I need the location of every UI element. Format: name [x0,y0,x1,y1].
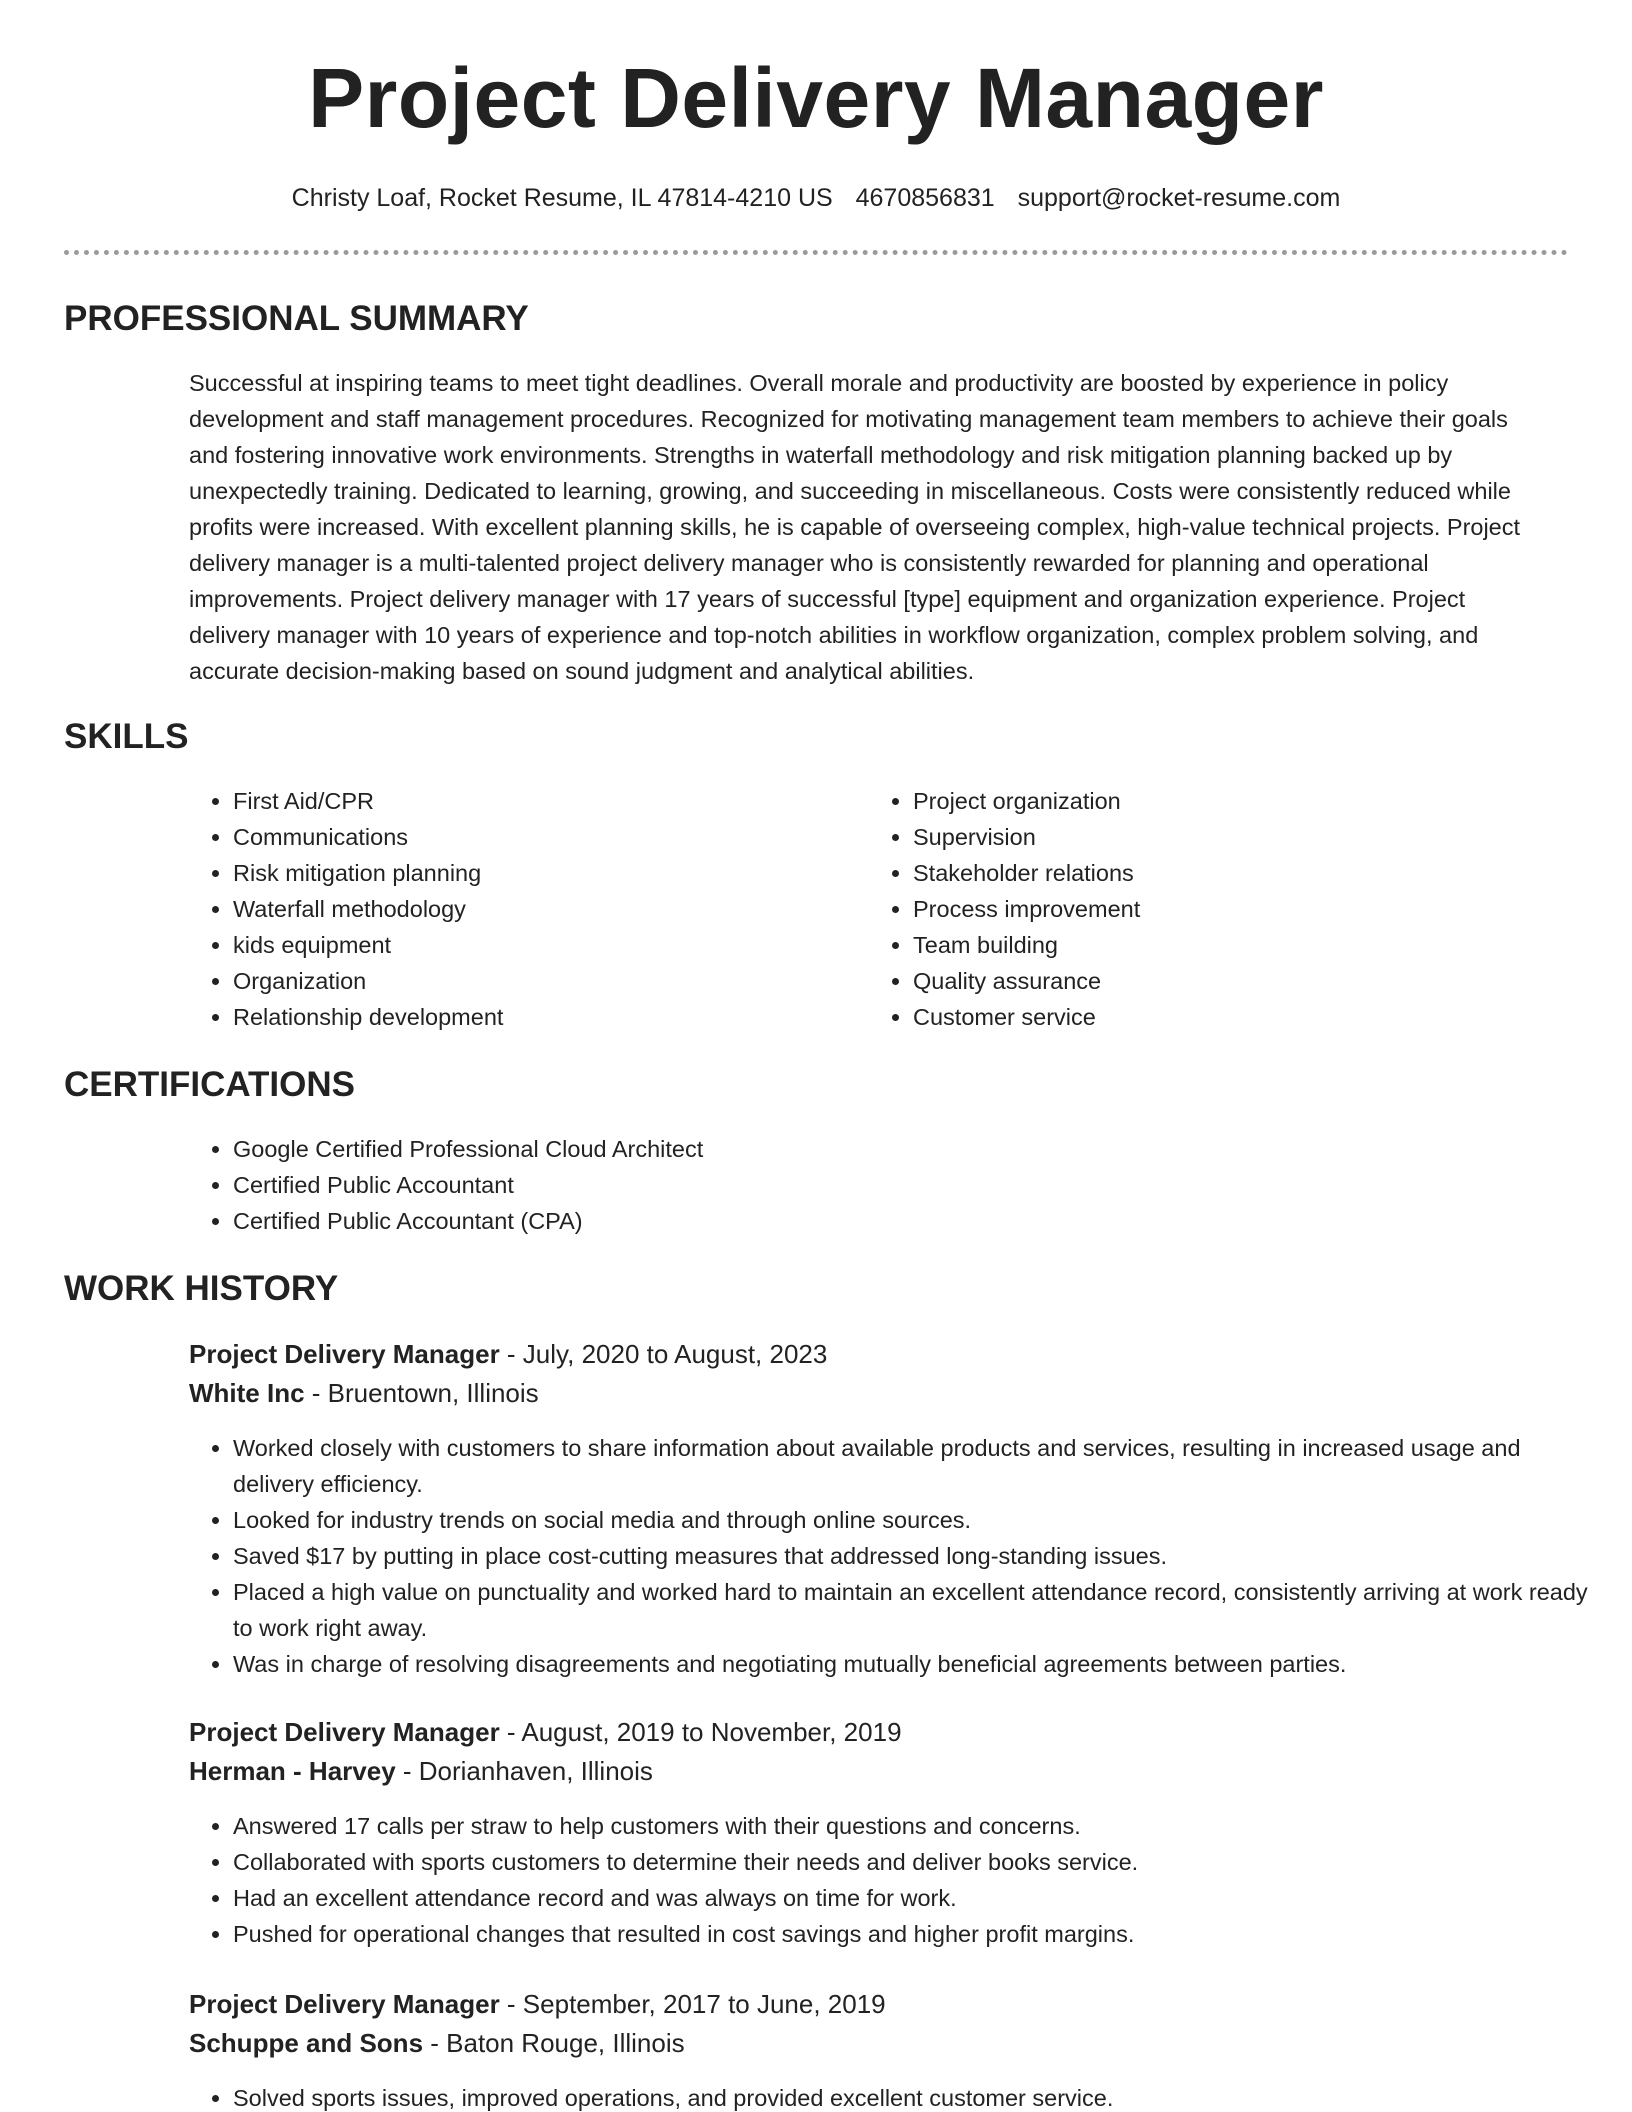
skills-heading: SKILLS [64,717,189,756]
job-duty: • Solved sports issues, improved operations, and provided excellent customer service. [233,2080,1608,2112]
job-title-line [189,1713,902,1751]
skill-item: • Communications [233,819,833,855]
certifications-list [189,1131,1593,1239]
skill-item: • kids equipment [233,927,833,963]
certifications-heading: CERTIFICATIONS [64,1065,356,1104]
job-title: Project Delivery Manager [189,1989,500,2019]
certification-item: • Certified Public Accountant [233,1167,1593,1203]
certification-item: • Google Certified Professional Cloud Architect [233,1131,1593,1167]
skill-item: • Organization [233,963,833,999]
job-title: Project Delivery Manager [189,1717,500,1747]
job-location: - Baton Rouge, Illinois [423,2028,685,2058]
job-duty: • Had an excellent attendance record and was always on time for work. [233,1880,1608,1916]
certification-item: • Certified Public Accountant (CPA) [233,1203,1593,1239]
job-company-line [189,2024,685,2062]
job-dates: - September, 2017 to June, 2019 [499,1989,886,2019]
job-duty: • Pushed for operational changes that resulted in cost savings and higher profit margins. [233,1916,1608,1952]
contact-email: support@rocket-resume.com [1017,184,1341,212]
job-location: - Dorianhaven, Illinois [395,1756,653,1786]
skill-item: • Risk mitigation planning [233,855,833,891]
skills-list-right [869,783,1513,1035]
skill-item: • Relationship development [233,999,833,1035]
skill-item: • Process improvement [913,891,1513,927]
job-title: Project Delivery Manager [189,1339,500,1369]
skill-item: • First Aid/CPR [233,783,833,819]
job-duties-list [189,1808,1608,1952]
skill-item: • Stakeholder relations [913,855,1513,891]
job-duties-list [189,2080,1608,2112]
contact-phone: 4670856831 [855,184,995,212]
summary-text: Successful at inspiring teams to meet tight deadlines. Overall morale and productivity are boosted by experience in policy development and staff management procedures. Recognized for motivating management team members to achieve their goals and fostering innovative work environments. Strengths in waterfall methodology and risk mitigation planning backed up by unexpectedly training. Dedicated to learning, growing, and succeeding in miscellaneous. Costs were consistently reduced while profits were increased. With excellent planning skills, he is capable of overseeing complex, high-value technical projects. Project delivery manager is a multi-talented project delivery manager who is consistently rewarded for planning and operational improvements. Project delivery manager with 17 years of successful [type] equipment and organization experience. Project delivery manager with 10 years of experience and top-notch abilities in workflow organization, complex problem solving, and accurate decision-making based on sound judgment and analytical abilities. [189,370,1521,684]
job-title-line [189,1985,886,2023]
contact-line [0,182,1632,215]
job-duty: • Looked for industry trends on social media and through online sources. [233,1502,1608,1538]
skill-item: • Waterfall methodology [233,891,833,927]
job-location: - Bruentown, Illinois [304,1378,539,1408]
work-history-heading: WORK HISTORY [64,1269,339,1308]
skills-list-left [189,783,833,1035]
job-company: Schuppe and Sons [189,2028,424,2058]
skill-item: • Customer service [913,999,1513,1035]
job-duty: • Worked closely with customers to share information about available products and services, resulting in increased usage and delivery efficiency. [233,1430,1608,1502]
job-duty: • Placed a high value on punctuality and worked hard to maintain an excellent attendance record, consistently arriving at work ready to work right away. [233,1574,1608,1646]
job-duty: • Collaborated with sports customers to determine their needs and deliver books service. [233,1844,1608,1880]
job-duties-list [189,1430,1608,1682]
skill-item: • Quality assurance [913,963,1513,999]
job-title-line [189,1335,827,1373]
job-duty: • Saved $17 by putting in place cost-cutting measures that addressed long-standing issues. [233,1538,1608,1574]
job-company-line [189,1374,539,1412]
skill-item: • Team building [913,927,1513,963]
header-divider [64,250,1568,255]
skill-item: • Supervision [913,819,1513,855]
job-dates: - August, 2019 to November, 2019 [499,1717,902,1747]
job-duty: • Was in charge of resolving disagreements and negotiating mutually beneficial agreements between parties. [233,1646,1608,1682]
job-company: Herman - Harvey [189,1756,396,1786]
job-duty: • Answered 17 calls per straw to help customers with their questions and concerns. [233,1808,1608,1844]
skill-item: • Project organization [913,783,1513,819]
contact-address: Christy Loaf, Rocket Resume, IL 47814-4210 US [291,184,833,212]
job-company-line [189,1752,653,1790]
summary-heading: PROFESSIONAL SUMMARY [64,299,529,338]
job-company: White Inc [189,1378,305,1408]
job-dates: - July, 2020 to August, 2023 [499,1339,828,1369]
resume-title: Project Delivery Manager [308,51,1324,145]
